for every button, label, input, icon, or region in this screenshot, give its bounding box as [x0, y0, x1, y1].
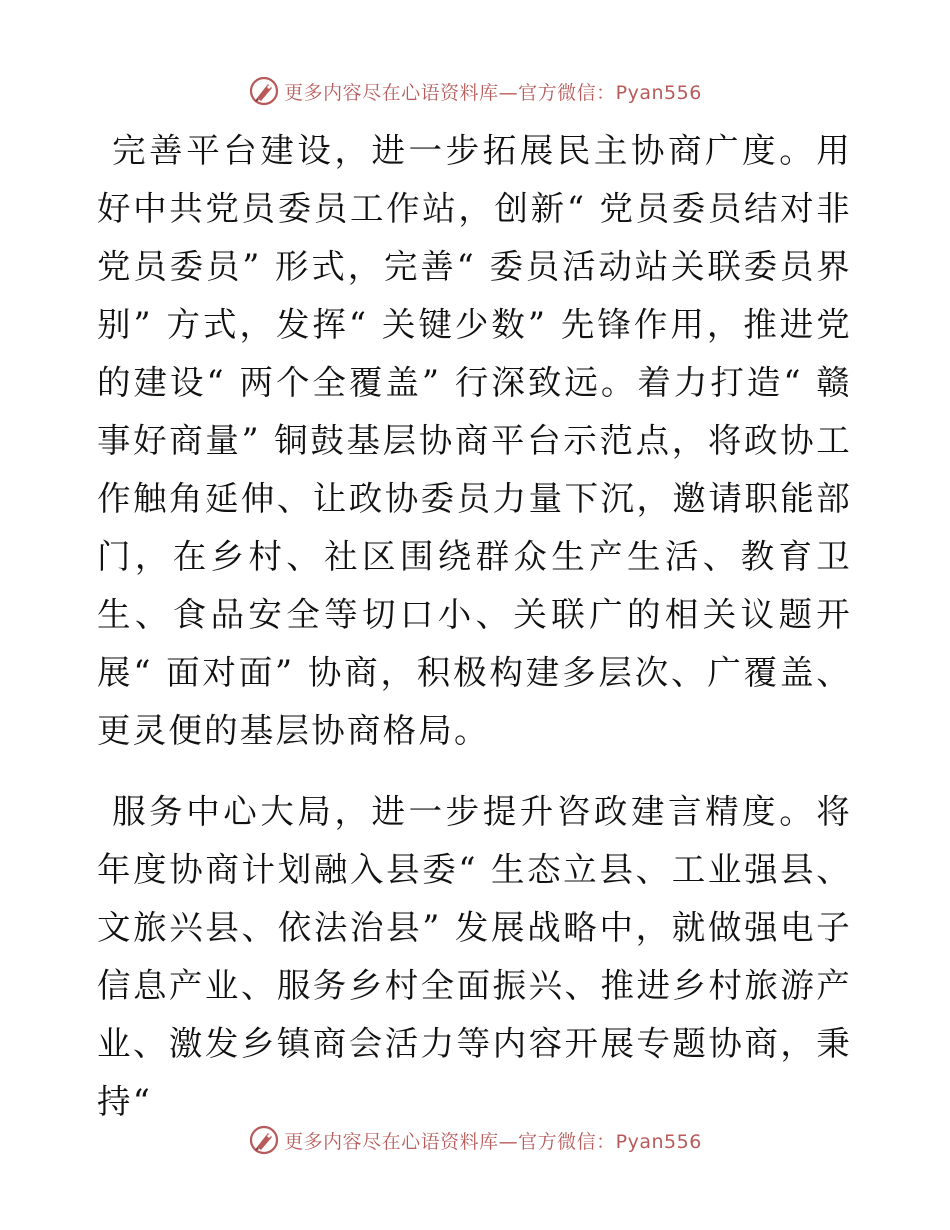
paragraph-serve-central-tasks: 服务中心大局，进一步提升咨政建言精度。将年度协商计划融入县委“ 生态立县、工业强县、文旅兴县、依法治县” 发展战略中，就做强电子信息产业、服务乡村全面振兴、推进乡村旅游产业、激发乡镇商会活力等内容开展专题协商，秉持“ [97, 792, 852, 1121]
footer-banner [0, 1120, 950, 1160]
pen-nib-logo-icon [248, 1124, 280, 1156]
document-body [97, 122, 852, 1131]
footer-banner-text: 更多内容尽在心语资料库—官方微信：Pyan556 [284, 1130, 702, 1153]
header-banner-text: 更多内容尽在心语资料库—官方微信：Pyan556 [284, 81, 702, 104]
paragraph-platform-building: 完善平台建设，进一步拓展民主协商广度。用好中共党员委员工作站，创新“ 党员委员结对非党员委员” 形式，完善“ 委员活动站关联委员界别” 方式，发挥“ 关键少数” 先锋作用，推进党的建设“ 两个全覆盖” 行深致远。着力打造“ 赣事好商量” 铜鼓基层协商平台示范点，将政协工作触角延伸、让政协委员力量下沉，邀请职能部门，在乡村、社区围绕群众生产生活、教育卫生、食品安全等切口小、关联广的相关议题开展“ 面对面” 协商，积极构建多层次、广覆盖、更灵便的基层协商格局。 [97, 131, 852, 750]
header-banner [0, 71, 950, 111]
pen-nib-logo-icon [248, 75, 280, 107]
